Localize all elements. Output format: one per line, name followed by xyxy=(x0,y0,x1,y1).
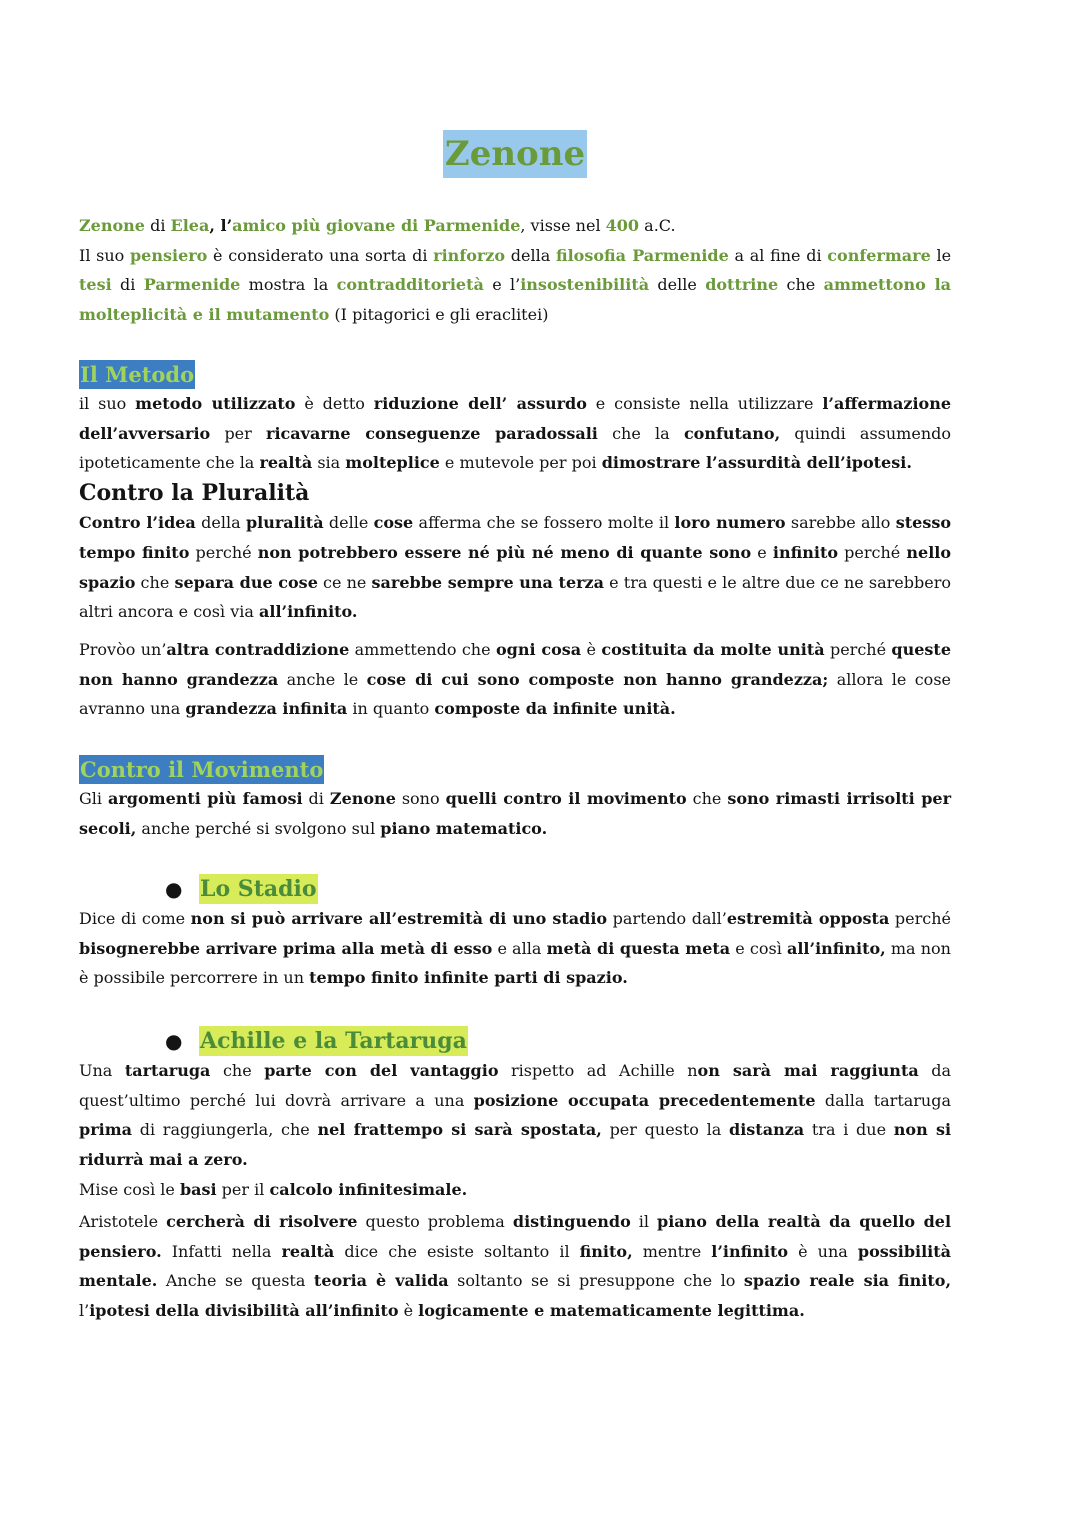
highlight-text: Parmenide xyxy=(143,275,241,295)
text-run: delle xyxy=(649,275,706,295)
intro-paragraph xyxy=(79,241,951,330)
stadio-paragraph xyxy=(79,904,951,993)
highlight-text: 400 xyxy=(605,216,640,235)
highlight-text: amico più giovane di Parmenide xyxy=(232,216,521,235)
text-run: perché xyxy=(824,640,892,659)
bold-text: non si può arrivare all’estremità di uno stadio xyxy=(190,909,608,928)
text-run: il xyxy=(630,1212,658,1231)
text-run: delle xyxy=(323,513,374,533)
text-run: dice che esiste soltanto il xyxy=(334,1241,580,1261)
highlight-text: pensiero xyxy=(129,245,208,265)
bold-text: tartaruga xyxy=(124,1061,211,1080)
text-run: in quanto xyxy=(347,699,435,719)
bold-text: cose xyxy=(373,513,414,533)
bold-text: queste non hanno grandezza xyxy=(79,640,951,689)
text-run: afferma che se fossero molte il xyxy=(413,513,675,533)
highlight-text: Elea xyxy=(170,216,210,235)
bold-text: estremità opposta xyxy=(726,909,890,928)
bold-text: metà di questa meta xyxy=(546,938,731,958)
text-run: della xyxy=(195,513,246,533)
text-run: sarebbe allo xyxy=(785,513,896,533)
text-run: a.C. xyxy=(639,216,676,235)
page-title: Zenone xyxy=(443,130,587,178)
highlight-text: contradditorietà xyxy=(336,275,484,295)
text-run: mostra la xyxy=(240,275,337,295)
achille-subheading xyxy=(79,1026,951,1056)
text-run: e così xyxy=(730,938,787,958)
pluralita-heading: Contro la Pluralità xyxy=(79,480,310,507)
bold-text: ricavarne conseguenze paradossali xyxy=(266,423,598,443)
achille-heading: Achille e la Tartaruga xyxy=(200,1028,467,1054)
highlight-text: filosofia Parmenide xyxy=(555,245,729,265)
bold-text: nel frattempo si sarà spostata, xyxy=(317,1120,602,1140)
bold-text: non si ridurrà mai a zero. xyxy=(79,1120,952,1170)
intro-line-1 xyxy=(79,211,951,241)
text-run: da quest’ultimo perché lui dovrà arrivare a una xyxy=(79,1061,952,1110)
bold-text: altra contraddizione xyxy=(166,640,350,659)
movimento-section xyxy=(79,755,951,843)
bold-text: distinguendo xyxy=(512,1212,631,1231)
achille-section xyxy=(79,1026,951,1205)
bold-text: Contro l’idea xyxy=(79,513,196,533)
bold-text: nello spazio xyxy=(79,542,952,592)
text-run: di xyxy=(111,275,144,295)
title-container xyxy=(0,130,1030,178)
text-run: a al fine di xyxy=(728,245,828,265)
text-run: Anche se questa xyxy=(157,1271,314,1291)
highlight-text: tesi xyxy=(79,275,112,295)
bullet-icon: ● xyxy=(165,877,183,901)
text-run: Provòo un’ xyxy=(79,640,167,659)
bold-text: costituita da molte unità xyxy=(601,640,825,659)
movimento-paragraph xyxy=(79,784,951,843)
text-run: che xyxy=(135,572,175,592)
bold-text: Zenone xyxy=(329,789,396,808)
text-run: è considerato una sorta di xyxy=(207,245,434,265)
bold-text: non potrebbero essere né più né meno di quante sono xyxy=(257,542,752,562)
text-run: l’ xyxy=(79,1301,90,1321)
text-run: di xyxy=(302,789,330,808)
text-run: il suo xyxy=(79,394,136,413)
text-run: (I pitagorici e gli eraclitei) xyxy=(329,305,549,325)
achille-paragraph-2 xyxy=(79,1175,951,1205)
bold-text: piano matematico. xyxy=(380,818,548,838)
bold-text: confutano, xyxy=(683,423,781,443)
text-run: sono xyxy=(395,789,446,808)
text-run: soltanto se si presuppone che lo xyxy=(448,1271,744,1291)
bold-text: finito, xyxy=(579,1241,633,1261)
text-run: che la xyxy=(597,423,684,443)
text-run: ce ne xyxy=(317,572,372,592)
text-run: è xyxy=(398,1301,419,1321)
text-run: e xyxy=(751,542,773,562)
text-run: ammettendo che xyxy=(349,640,496,659)
text-run: perché xyxy=(838,542,907,562)
text-run: Mise così le xyxy=(79,1179,180,1199)
bullet-icon: ● xyxy=(165,1029,183,1053)
text-run: anche le xyxy=(278,669,367,689)
text-run: e mutevole per poi xyxy=(439,453,602,473)
highlight-text: confermare xyxy=(827,245,931,265)
bold-text: basi xyxy=(179,1179,217,1199)
text-run: di raggiungerla, che xyxy=(132,1120,318,1140)
pluralita-section-2 xyxy=(79,635,951,724)
bold-text: logicamente e matematicamente legittima. xyxy=(418,1301,805,1321)
text-run: che xyxy=(778,275,824,295)
text-run: ma non è possibile percorrere in un xyxy=(79,938,951,988)
bold-text: spazio reale sia finito, xyxy=(743,1271,952,1291)
bold-text: realtà xyxy=(259,453,313,473)
bold-text: posizione occupata precedentemente xyxy=(473,1090,816,1110)
aristotele-section xyxy=(79,1207,951,1326)
bold-text: stesso tempo finito xyxy=(79,513,952,562)
bold-text: cose di cui sono composte non hanno grandezza; xyxy=(366,669,829,689)
text-run: questo problema xyxy=(357,1212,513,1231)
intro-section xyxy=(79,211,951,330)
bold-text: teoria è valida xyxy=(313,1271,449,1291)
bold-text: loro numero xyxy=(674,513,786,533)
text-run: Gli xyxy=(79,789,108,808)
bold-text: distanza xyxy=(729,1120,805,1140)
bold-text: on sarà mai raggiunta xyxy=(697,1061,919,1080)
bold-text: composte da infinite unità. xyxy=(434,699,676,719)
text-run: e consiste nella utilizzare xyxy=(586,394,823,413)
bold-text: l’affermazione dell’avversario xyxy=(79,394,952,443)
metodo-heading: Il Metodo xyxy=(80,362,195,387)
bold-text: l’infinito xyxy=(711,1241,789,1261)
bold-text: all’infinito. xyxy=(259,602,358,622)
metodo-paragraph xyxy=(79,389,951,478)
bold-text: ogni cosa xyxy=(495,640,582,659)
text-run: e l’ xyxy=(483,275,521,295)
stadio-heading: Lo Stadio xyxy=(200,876,317,902)
text-run: sia xyxy=(312,453,346,473)
text-run: tra i due xyxy=(804,1120,894,1140)
text-run: le xyxy=(930,245,952,265)
text-run: , visse nel xyxy=(520,216,606,235)
bold-text: sono rimasti irrisolti per secoli, xyxy=(79,789,952,838)
bold-text: piano della realtà da quello del pensiero. xyxy=(79,1212,952,1261)
text-run: quindi assumendo ipoteticamente che la xyxy=(79,423,952,473)
text-run: che xyxy=(210,1061,265,1080)
text-run: per il xyxy=(216,1179,270,1199)
highlight-text: dottrine xyxy=(705,275,779,295)
highlight-text: ammettono la molteplicità e il mutamento xyxy=(79,275,952,325)
text-run: mentre xyxy=(632,1241,712,1261)
bold-text: parte con del vantaggio xyxy=(264,1061,499,1080)
text-run: anche perché si svolgono sul xyxy=(136,818,381,838)
bold-text: dimostrare l’assurdità dell’ipotesi. xyxy=(601,453,912,473)
text-run: e alla xyxy=(492,938,547,958)
text-run: è detto xyxy=(295,394,374,413)
bold-text: argomenti più famosi xyxy=(107,789,303,808)
bold-text: sarebbe sempre una terza xyxy=(371,572,605,592)
highlight-text: rinforzo xyxy=(433,245,506,265)
bold-text: grandezza infinita xyxy=(185,699,348,719)
text-run: Il suo xyxy=(79,245,130,265)
bold-text: , l’ xyxy=(209,216,233,235)
bold-text: realtà xyxy=(281,1241,335,1261)
text-run: perché xyxy=(189,542,258,562)
metodo-section xyxy=(79,360,951,627)
bold-text: bisognerebbe arrivare prima alla metà di esso xyxy=(79,938,493,958)
text-run: per xyxy=(210,423,267,443)
bold-text: tempo finito infinite parti di spazio. xyxy=(309,968,628,988)
movimento-heading: Contro il Movimento xyxy=(80,757,324,782)
text-run: Infatti nella xyxy=(161,1241,282,1261)
bold-text: ipotesi della divisibilità all’infinito xyxy=(89,1301,399,1321)
bold-text: separa due cose xyxy=(174,572,318,592)
text-run: di xyxy=(144,216,171,235)
stadio-subheading xyxy=(79,874,951,904)
bold-text: possibilità mentale. xyxy=(79,1241,952,1291)
stadio-section xyxy=(79,874,951,993)
text-run: è una xyxy=(788,1241,858,1261)
text-run: Aristotele xyxy=(79,1212,167,1231)
bold-text: prima xyxy=(79,1120,132,1140)
bold-text: calcolo infinitesimale. xyxy=(269,1179,468,1199)
text-run: Una xyxy=(79,1061,125,1080)
highlight-text: insostenibilità xyxy=(520,275,650,295)
text-run: per questo la xyxy=(601,1120,730,1140)
highlight-text: Zenone xyxy=(79,216,145,235)
bold-text: molteplice xyxy=(345,453,440,473)
bold-text: pluralità xyxy=(245,513,324,533)
bold-text: quelli contro il movimento xyxy=(445,789,687,808)
text-run: dalla tartaruga xyxy=(815,1090,952,1110)
text-run: e tra questi e le altre due ce ne sarebbero altri ancora e così via xyxy=(79,572,952,622)
text-run: è xyxy=(581,640,602,659)
pluralita-paragraph-1 xyxy=(79,508,951,627)
text-run: che xyxy=(686,789,728,808)
text-run: perché xyxy=(889,909,951,928)
aristotele-paragraph xyxy=(79,1207,951,1326)
text-run: allora le cose avranno una xyxy=(79,669,951,719)
bold-text: cercherà di risolvere xyxy=(166,1212,358,1231)
bold-text: metodo utilizzato xyxy=(135,394,296,413)
text-run: della xyxy=(505,245,556,265)
bold-text: all’infinito, xyxy=(786,938,886,958)
bold-text: infinito xyxy=(772,542,839,562)
bold-text: riduzione dell’ assurdo xyxy=(373,394,587,413)
text-run: Dice di come xyxy=(79,909,191,928)
text-run: partendo dall’ xyxy=(607,909,727,928)
text-run: rispetto ad Achille n xyxy=(498,1061,698,1080)
achille-paragraph-1 xyxy=(79,1056,951,1175)
pluralita-paragraph-2 xyxy=(79,635,951,724)
